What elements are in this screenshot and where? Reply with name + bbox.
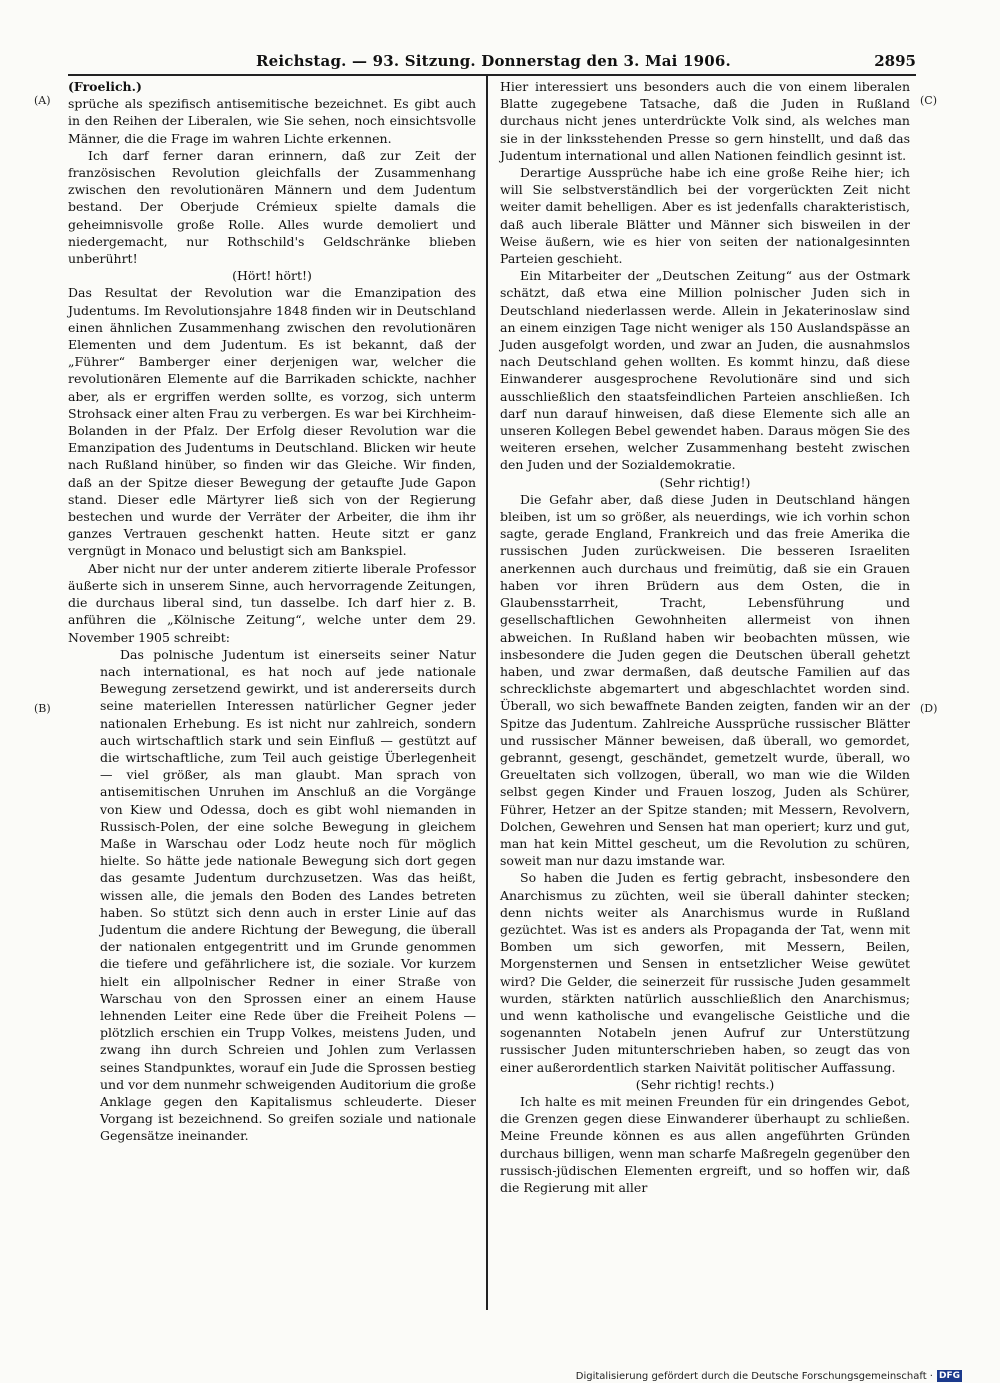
interjection: (Sehr richtig!) [659, 474, 751, 490]
margin-marker-a: (A) [34, 94, 51, 107]
page-title: Reichstag. — 93. Sitzung. Donnerstag den 3. Mai 1906. [256, 52, 731, 70]
paragraph: So haben die Juden es fertig gebracht, insbesondere den Anarchismus zu züchten, weil sie überall dahinter stecken; denn nichts weiter als Anarchismus wurde in Rußland gezüchtet. Was ist es anders als Propaganda der Tat, wenn mit Bomben um sich geworfen, mit Messern, Beilen, Morgensternen und Sensen in entsetzlicher Weise gewütet wird? Die Gelder, die seinerzeit für russische Juden gesammelt wurden, stärkten natürlich ausschließlich den Anarchismus; und wenn katholische und evangelische Geistliche und die sogenannten Notabeln jenen Aufruf zur Unterstützung russischer Juden mitunterschrieben haben, so zeugt das von einer außerordentlich starken Naivität politischer Auffassung. [500, 870, 910, 1075]
margin-marker-b: (B) [34, 702, 51, 715]
paragraph: Hier interessiert uns besonders auch die von einem liberalen Blatte zugegebene Tatsache, daß die Juden in Rußland durchaus nicht jenes unterdrückte Volk sind, als welches man sie in der linksstehenden Presse so gern hinstellt, und daß das Judentum international und allen Nationen feindlich gesinnt ist. [500, 79, 910, 163]
interjection: (Sehr richtig! rechts.) [635, 1076, 775, 1092]
margin-marker-d: (D) [920, 702, 938, 715]
paragraph: Ich halte es mit meinen Freunden für ein dringendes Gebot, die Grenzen gegen diese Einwanderer überhaupt zu schließen. Meine Freunde können es aus allen angeführten Gründen durchaus billigen, wenn man scharfe Maßregeln gegenüber den russisch-jüdischen Elementen ergreift, und so hoffen wir, daß die Regierung mit aller [500, 1093, 910, 1195]
footer-text: Digitalisierung gefördert durch die Deutsche Forschungsgemeinschaft · [575, 1370, 933, 1382]
column-divider [486, 76, 488, 1310]
paragraph: Ein Mitarbeiter der „Deutschen Zeitung“ aus der Ostmark schätzt, daß etwa eine Million polnischer Juden sich in Deutschland niederlassen werde. Allein in Jekaterinoslaw sind an einem einzigen Tage nicht weniger als 150 Auslandspässe an Juden ausgefolgt worden, und zwar an Juden, die ausnahmslos nach Deutschland gehen wollten. Es kommt hinzu, daß diese Einwanderer ausgesprochene Revolutionäre sind und sich ausschließlich den staatsfeindlichen Parteien anschließen. Ich darf nun darauf hinweisen, daß diese Elemente sich alle an unseren Kollegen Bebel gewendet haben. Daraus mögen Sie des weiteren ersehen, welcher Zusammenhang besteht zwischen den Juden und der Sozialdemokratie. [500, 268, 910, 473]
footer-credit [576, 1370, 962, 1382]
paragraph: Derartige Aussprüche habe ich eine große Reihe hier; ich will Sie selbstverständlich bei der vorgerückten Zeit nicht weiter damit behelligen. Aber es ist jedenfalls charakteristisch, daß auch liberale Blätter und Männer sich bisweilen in der Weise äußern, wie es hier von seiten der nationalgesinnten Parteien geschieht. [500, 165, 910, 267]
dfg-logo: DFG [938, 1371, 960, 1381]
right-column [500, 78, 910, 1196]
paragraph: Aber nicht nur der unter anderem zitierte liberale Professor äußerte sich in unserem Sinne, auch hervorragende Zeitungen, die durchaus liberal sind, tun dasselbe. Ich darf hier z. B. anführen die „Kölnische Zeitung“, welche unter dem 29. November 1905 schreibt: [68, 560, 476, 645]
margin-marker-c: (C) [920, 94, 937, 107]
paragraph: sprüche als spezifisch antisemitische bezeichnet. Es gibt auch in den Reihen der Liberalen, wie Sie sehen, noch einsichtsvolle Männer, die die Frage im wahren Lichte erkennen. [68, 96, 476, 146]
interjection: (Hört! hört!) [232, 268, 312, 284]
page-header [68, 50, 916, 74]
speaker-label: (Froelich.) [68, 79, 142, 94]
page-number: 2895 [874, 52, 916, 70]
paragraph: Ich darf ferner daran erinnern, daß zur Zeit der französischen Revolution gleichfalls der Zusammenhang zwischen den revolutionären Männern und dem Judentum bestand. Der Oberjude Crémieux spielte damals die geheimnisvolle große Rolle. Alles wurde demoliert und niedergemacht, nur Rothschild's Geldschränke blieben unberührt! [68, 147, 476, 267]
left-column [68, 78, 476, 1145]
paragraph: Das Resultat der Revolution war die Emanzipation des Judentums. Im Revolutionsjahre 1848 finden wir in Deutschland einen ähnlichen Zusammenhang zwischen den revolutionären Elementen und dem Judentum. Es ist bekannt, daß der „Führer“ Bamberger einer derjenigen war, welcher die revolutionären Elemente auf die Barrikaden schickte, nachher aber, als er ergriffen werden sollte, es vorzog, sich unterm Strohsack einer alten Frau zu verbergen. Es war bei Kirchheim-Bolanden in der Pfalz. Der Erfolg dieser Revolution war die Emanzipation des Judentums in Deutschland. Blicken wir heute nach Rußland hinüber, so finden wir das Gleiche. Wir finden, daß an der Spitze dieser Bewegung der getaufte Jude Gapon stand. Dieser edle Märtyrer ließ sich von der Regierung bestechen und wurde der Verräter der Arbeiter, die ihm ihr ganzes Vertrauen geschenkt hatten. Heute sitzt er ganz vergnügt in Monaco und belustigt sich am Bankspiel. [68, 285, 476, 559]
block-quote: Das polnische Judentum ist einerseits seiner Natur nach international, es hat noch auf jede nationale Bewegung zersetzend gewirkt, und ist andererseits durch seine materiellen Interessen natürlicher Gegner jeder nationalen Erhebung. Es ist nicht nur zahlreich, sondern auch wirtschaftlich stark und sein Einfluß — gestützt auf die wirtschaftliche, zum Teil auch geistige Überlegenheit — viel größer, als man glaubt. Man sprach von antisemitischen Unruhen im Anschluß an die Vorgänge von Kiew und Odessa, doch es gibt wohl niemanden in Russisch-Polen, der eine solche Bewegung in gleichem Maße in Warschau oder Lodz heute noch für möglich hielte. So hätte jede nationale Bewegung sich dort gegen das gesamte Judentum durchzusetzen. Was das heißt, wissen alle, die jemals den Boden des Landes betreten haben. So stützt sich denn auch in erster Linie auf das Judentum die andere Richtung der Bewegung, die überall der nationalen entgegentritt und im Grunde genommen die tiefere und gefährlichere ist, die soziale. Vor kurzem hielt ein allpolnischer Redner in einer Straße von Warschau von den Sprossen einer an einem Hause lehnenden Leiter eine Rede über die Freiheit Polens — plötzlich erschien ein Trupp Volkes, meistens Juden, und zwang ihn durch Schreien und Johlen zum Verlassen seines Standpunktes, worauf ein Jude die Sprossen bestieg und vor dem nunmehr schweigenden Auditorium die große Anklage gegen den Kapitalismus schleuderte. Dieser Vorgang ist bezeichnend. So greifen soziale und nationale Gegensätze ineinander. [100, 646, 476, 1144]
header-rule [68, 74, 916, 76]
paragraph: Die Gefahr aber, daß diese Juden in Deutschland hängen bleiben, ist um so größer, als neuerdings, wie ich vorhin schon sagte, gerade England, Frankreich und das freie Amerika die russischen Juden zurückweisen. Die besseren Israeliten anerkennen auch durchaus und freimütig, daß sie ein Grauen haben vor ihren Brüdern aus dem Osten, die in Glaubensstarrheit, Tracht, Lebensführung und gesellschaftlichen Gewohnheiten allermeist von ihnen abweichen. In Rußland haben wir beobachten müssen, wie insbesondere die Juden gegen die Deutschen überall gehetzt haben, und zwar dermaßen, daß deutsche Familien auf das schrecklichste abgemartert und abgeschlachtet worden sind. Überall, wo sich bewaffnete Banden zeigten, fanden wir an der Spitze das Judentum. Zahlreiche Aussprüche russischer Blätter und russischer Männer beweisen, daß überall, wo gemordet, gebrannt, gesengt, geschändet, gemetzelt wurde, überall, wo Greueltaten sich vollzogen, überall, wo man wie die Wilden selbst gegen Kinder und Frauen loszog, Juden als Schürer, Führer, Hetzer an der Spitze standen; mit Messern, Revolvern, Dolchen, Gewehren und Sensen hat man operiert; kurz und gut, man hat kein Mittel gescheut, um die Revolution zu schüren, soweit man nur dazu imstande war. [500, 491, 910, 869]
